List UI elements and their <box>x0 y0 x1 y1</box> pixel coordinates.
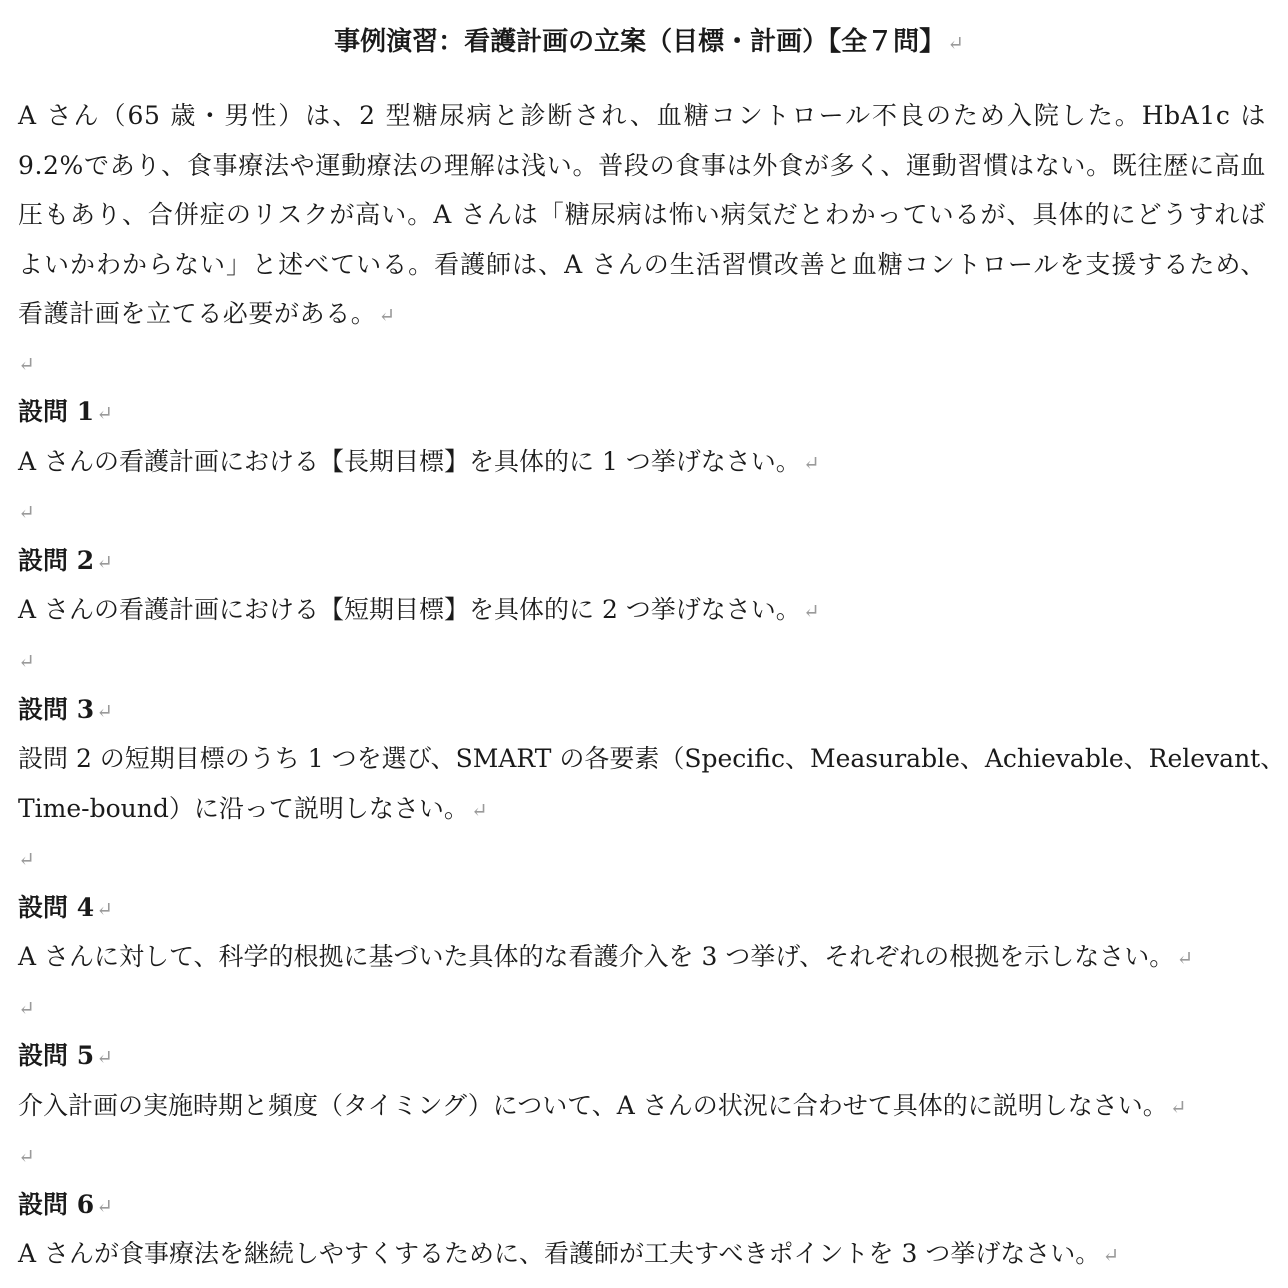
paragraph-mark: ↵ <box>802 451 820 475</box>
paragraph-mark: ↵ <box>378 303 396 328</box>
paragraph-mark: ↵ <box>947 31 964 55</box>
empty-paragraph <box>18 640 35 681</box>
question-text: A さんの看護計画における【短期目標】を具体的に 2 つ挙げなさい。 ↵ <box>18 595 820 624</box>
question-heading: 設問 2 ↵ <box>18 546 113 575</box>
title-text: 事例演習：看護計画の立案（目標・計画）【全７問】 <box>334 27 946 57</box>
paragraph-mark: ↵ <box>1169 1095 1187 1119</box>
case-description <box>18 91 1266 341</box>
paragraph-mark: ↵ <box>18 847 35 871</box>
question-heading: 設問 1 ↵ <box>18 397 113 426</box>
paragraph-mark: ↵ <box>802 599 820 623</box>
question-text: 設問 2 の短期目標のうち 1 つを選び、SMART の各要素（Specific、Measurable、Achievable、Relevant、 <box>18 744 1286 773</box>
empty-paragraph <box>18 838 35 879</box>
empty-paragraph <box>18 491 35 532</box>
paragraph-mark: ↵ <box>96 1045 113 1069</box>
question-heading: 設問 3 ↵ <box>18 695 113 724</box>
empty-paragraph <box>18 987 35 1028</box>
question-text: A さんが食事療法を継続しやすくするために、看護師が工夫すべきポイントを 3 つ挙げなさい。 ↵ <box>18 1239 1120 1268</box>
question-heading: 設問 5 ↵ <box>18 1041 113 1070</box>
empty-paragraph <box>18 1135 35 1176</box>
document-title <box>18 22 1280 63</box>
paragraph-mark: ↵ <box>96 699 113 723</box>
paragraph-mark: ↵ <box>470 798 488 822</box>
paragraph-mark: ↵ <box>96 550 113 574</box>
paragraph-mark: ↵ <box>96 401 113 425</box>
paragraph-mark: ↵ <box>96 897 113 921</box>
question-heading: 設問 4 ↵ <box>18 893 113 922</box>
empty-paragraph <box>18 343 35 384</box>
paragraph-mark: ↵ <box>18 996 35 1020</box>
question-heading: 設問 6 ↵ <box>18 1190 113 1219</box>
paragraph-mark: ↵ <box>1102 1243 1120 1267</box>
question-text: 介入計画の実施時期と頻度（タイミング）について、A さんの状況に合わせて具体的に説明しなさい。 ↵ <box>18 1091 1187 1120</box>
paragraph-mark: ↵ <box>96 1194 113 1218</box>
question-text: Time-bound）に沿って説明しなさい。 ↵ <box>18 794 488 823</box>
question-text: A さんに対して、科学的根拠に基づいた具体的な看護介入を 3 つ挙げ、それぞれの根拠を示しなさい。 ↵ <box>18 942 1194 971</box>
case-text: A さん（65 歳・男性）は、2 型糖尿病と診断され、血糖コントロール不良のため入院した。HbA1c は 9.2%であり、食事療法や運動療法の理解は浅い。普段の食事は外食が多く、運動習慣はない。既往歴に高血圧もあり、合併症のリスクが高い。A さんは「糖尿病は怖い病気だとわかっているが、具体的にどうすればよいかわからない」と述べている。看護師は、A さんの生活習慣改善と血糖コントロールを支援するため、看護計画を立てる必要がある。 <box>18 101 1266 329</box>
question-text: A さんの看護計画における【長期目標】を具体的に 1 つ挙げなさい。 ↵ <box>18 447 820 476</box>
paragraph-mark: ↵ <box>18 352 35 376</box>
paragraph-mark: ↵ <box>18 1144 35 1168</box>
paragraph-mark: ↵ <box>18 500 35 524</box>
paragraph-mark: ↵ <box>1176 946 1194 970</box>
paragraph-mark: ↵ <box>18 649 35 673</box>
